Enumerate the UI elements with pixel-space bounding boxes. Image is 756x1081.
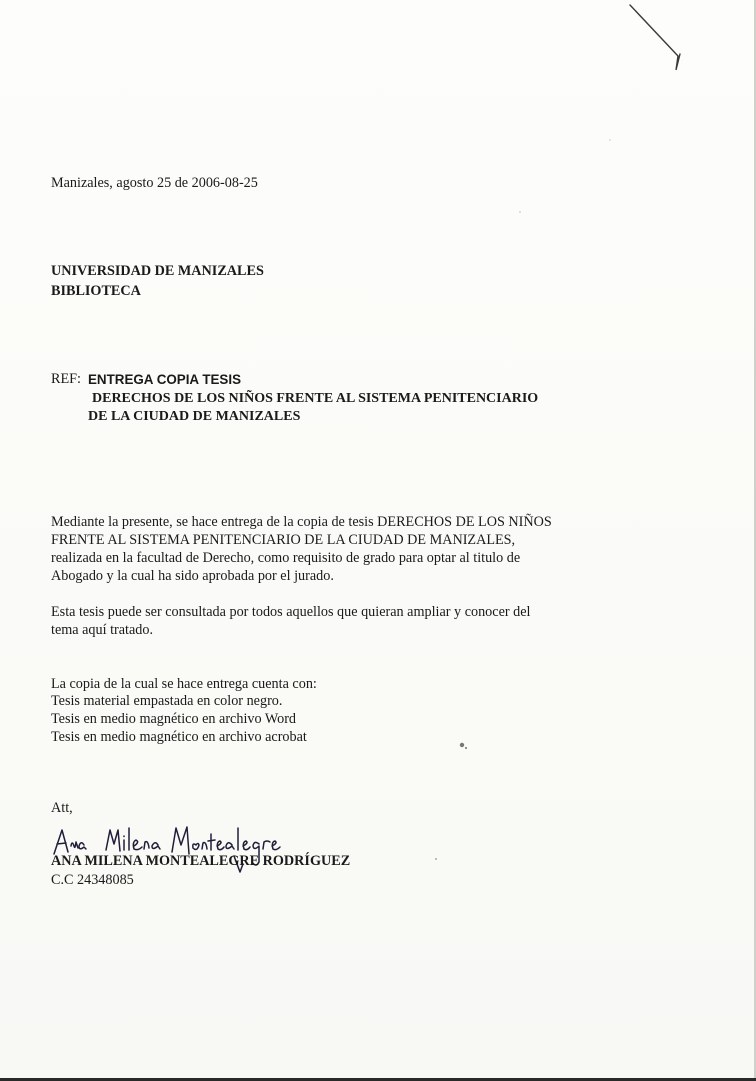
paragraph-2-line-2: tema aquí tratado. xyxy=(51,622,154,638)
list-item: Tesis en medio magnético en archivo Word xyxy=(51,711,297,727)
paragraph-1-line-1: Mediante la presente, se hace entrega de la copia de tesis DERECHOS DE LOS NIÑOS xyxy=(51,514,552,530)
ref-label: REF: xyxy=(51,371,81,387)
list-item: Tesis material empastada en color negro. xyxy=(51,693,283,709)
list-item: Tesis en medio magnético en archivo acrobat xyxy=(51,729,307,745)
signer-name: ANA MILENA MONTEALEGRE RODRÍGUEZ xyxy=(51,853,351,869)
recipient-line-2: BIBLIOTECA xyxy=(51,283,141,299)
ref-line-1: ENTREGA COPIA TESIS xyxy=(88,372,242,387)
ref-line-2: DERECHOS DE LOS NIÑOS FRENTE AL SISTEMA PENITENCIARIO xyxy=(92,391,539,406)
paragraph-1-line-3: realizada en la facultad de Derecho, como requisito de grado para optar al titulo de xyxy=(51,550,521,566)
paragraph-2-line-1: Esta tesis puede ser consultada por todos aquellos que quieran ampliar y conocer del xyxy=(51,604,531,620)
place-date: Manizales, agosto 25 de 2006-08-25 xyxy=(51,175,258,191)
signer-id: C.C 24348085 xyxy=(51,872,134,888)
paragraph-1-line-2: FRENTE AL SISTEMA PENITENCIARIO DE LA CIUDAD DE MANIZALES, xyxy=(51,532,516,548)
recipient-line-1: UNIVERSIDAD DE MANIZALES xyxy=(51,263,264,279)
paragraph-1-line-4: Abogado y la cual ha sido aprobada por el jurado. xyxy=(51,568,334,584)
ref-line-3: DE LA CIUDAD DE MANIZALES xyxy=(88,409,301,424)
list-intro: La copia de la cual se hace entrega cuenta con: xyxy=(51,676,317,692)
closing: Att, xyxy=(51,800,73,816)
